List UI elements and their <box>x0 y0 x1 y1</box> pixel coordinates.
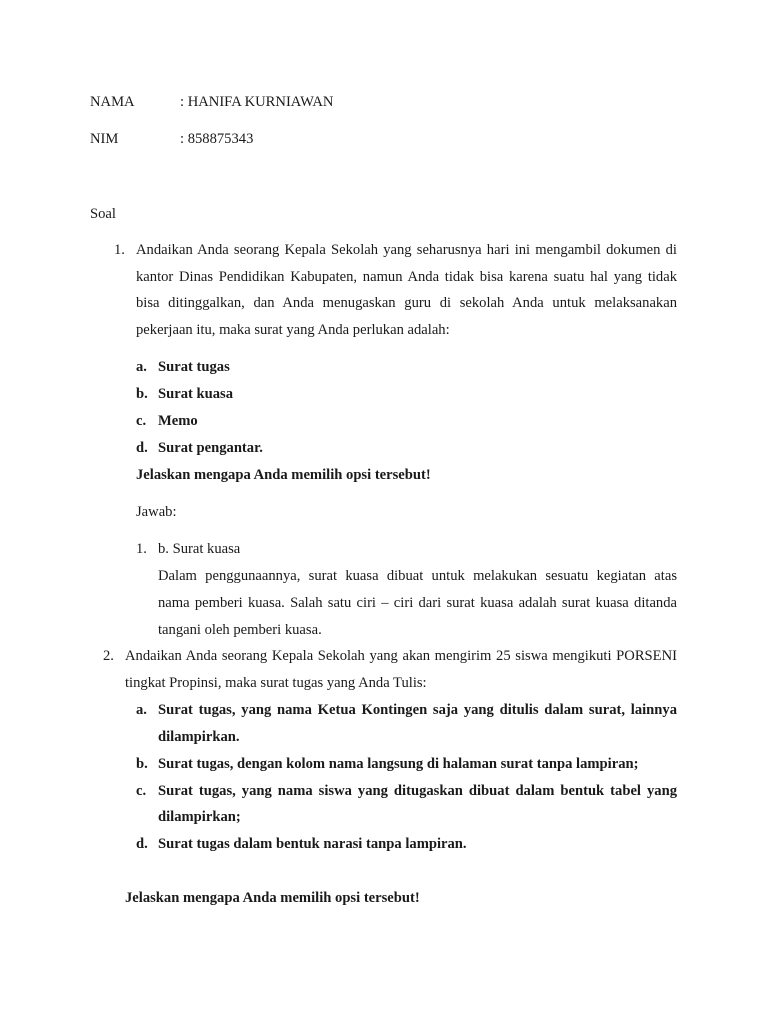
q1-instruction: Jelaskan mengapa Anda memilih opsi tersebut! <box>136 467 431 483</box>
answer-1-number: 1. <box>136 541 147 557</box>
q1-option-a-letter: a. <box>136 359 147 375</box>
question-1-line-1: Andaikan Anda seorang Kepala Sekolah yang seharusnya hari ini mengambil dokumen di <box>136 242 677 258</box>
q2-option-c-line-1: Surat tugas, yang nama siswa yang ditugaskan dibuat dalam bentuk tabel yang <box>158 783 677 799</box>
q1-option-d: Surat pengantar. <box>158 440 263 456</box>
q2-option-d: Surat tugas dalam bentuk narasi tanpa lampiran. <box>158 836 467 852</box>
q1-option-b: Surat kuasa <box>158 386 234 402</box>
answer-1-line-3: tangani oleh pemberi kuasa. <box>158 622 322 638</box>
question-2-line-2: tingkat Propinsi, maka surat tugas yang Anda Tulis: <box>125 675 427 691</box>
q2-option-a-line-2: dilampirkan. <box>158 729 240 745</box>
q2-option-a-line-1: Surat tugas, yang nama Ketua Kontingen saja yang ditulis dalam surat, lainnya <box>158 702 677 718</box>
q2-option-b-letter: b. <box>136 756 148 772</box>
answer-1-line-1: Dalam penggunaannya, surat kuasa dibuat untuk melakukan sesuatu kegiatan atas <box>158 568 677 584</box>
question-1-line-4: pekerjaan itu, maka surat yang Anda perlukan adalah: <box>136 322 450 338</box>
q2-option-a-letter: a. <box>136 702 147 718</box>
q1-option-a: Surat tugas <box>158 359 230 375</box>
q1-option-b-letter: b. <box>136 386 148 402</box>
question-2-number: 2. <box>103 648 114 664</box>
nim-label: NIM <box>90 131 119 147</box>
q2-option-c-line-2: dilampirkan; <box>158 809 241 825</box>
question-1-line-3: bisa ditinggalkan, dan Anda menugaskan guru di sekolah Anda untuk melaksanakan <box>136 295 677 311</box>
q1-option-c: Memo <box>158 413 198 429</box>
q1-option-d-letter: d. <box>136 440 148 456</box>
q2-option-b: Surat tugas, dengan kolom nama langsung di halaman surat tanpa lampiran; <box>158 756 639 772</box>
nim-value: : 858875343 <box>180 131 254 147</box>
q1-option-c-letter: c. <box>136 413 147 429</box>
answer-1-line-2: nama pemberi kuasa. Salah satu ciri – ciri dari surat kuasa adalah surat kuasa ditanda <box>158 595 677 611</box>
answer-1-choice: b. Surat kuasa <box>158 541 241 557</box>
question-1-number: 1. <box>114 242 125 258</box>
q2-option-d-letter: d. <box>136 836 148 852</box>
answer-label: Jawab: <box>136 504 177 520</box>
q2-option-c-letter: c. <box>136 783 147 799</box>
question-1-line-2: kantor Dinas Pendidikan Kabupaten, namun Anda tidak bisa karena suatu hal yang tidak <box>136 269 677 285</box>
name-value: : HANIFA KURNIAWAN <box>180 94 334 110</box>
section-title: Soal <box>90 206 116 222</box>
q2-instruction: Jelaskan mengapa Anda memilih opsi tersebut! <box>125 890 420 906</box>
name-label: NAMA <box>90 94 135 110</box>
question-2-line-1: Andaikan Anda seorang Kepala Sekolah yang akan mengirim 25 siswa mengikuti PORSENI <box>125 648 677 664</box>
